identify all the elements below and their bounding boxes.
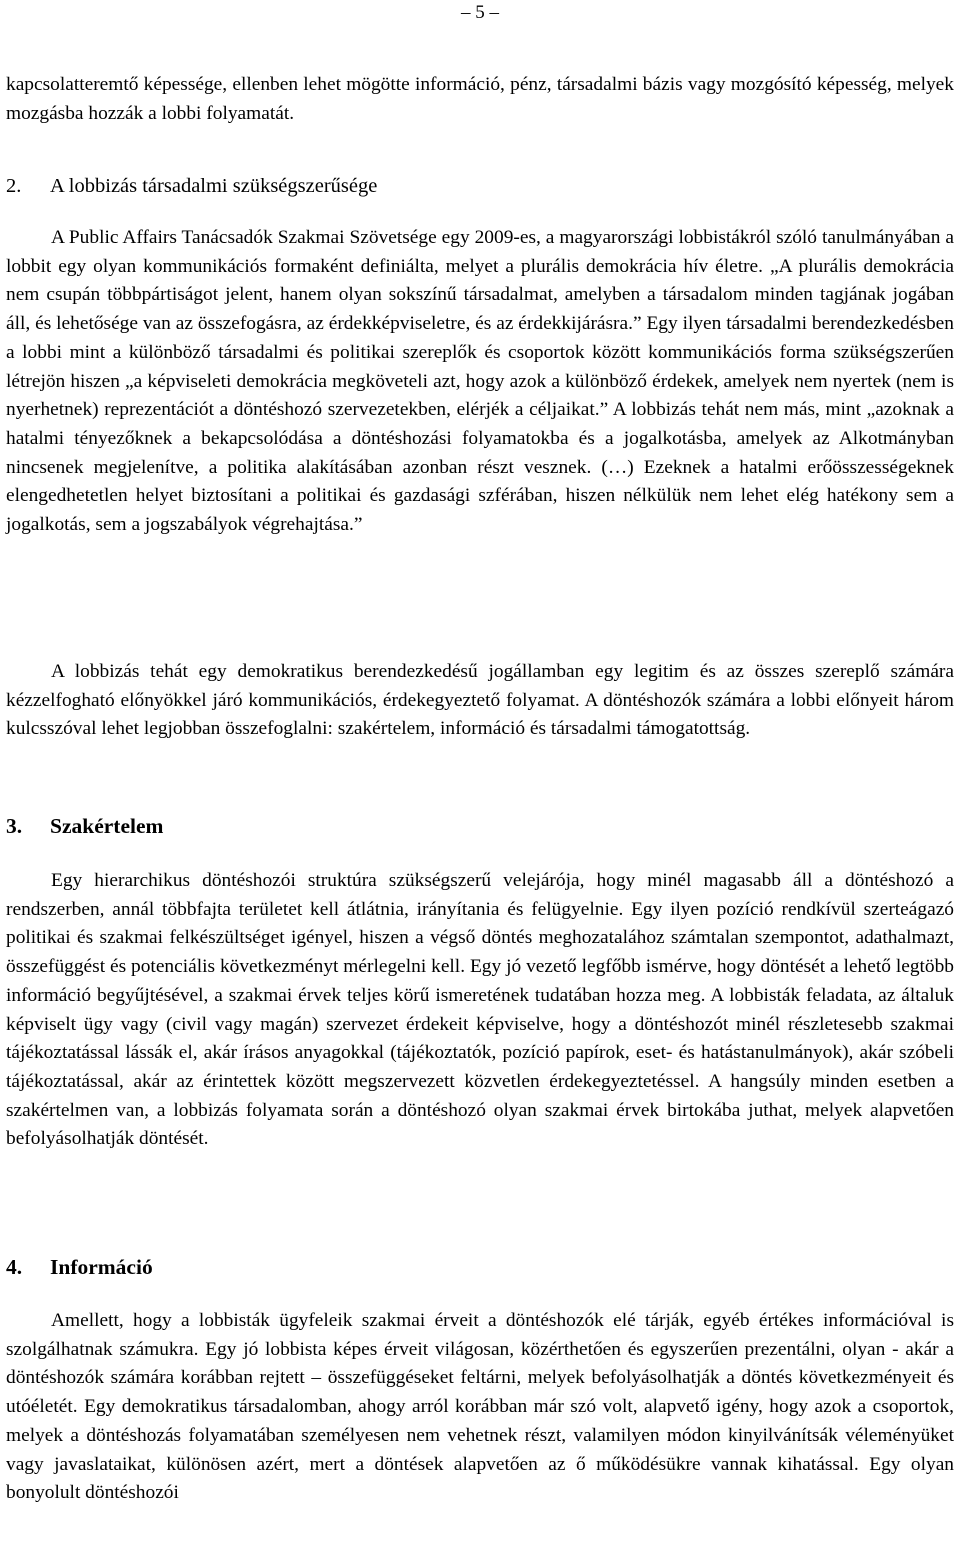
section-body-lobbying-summary bbox=[6, 658, 954, 744]
section-body-expertise bbox=[6, 867, 954, 1154]
lead-paragraph: kapcsolatteremtő képessége, ellenben lehet mögötte információ, pénz, társadalmi bázis vagy mozgósító képesség, melyek mozgásba hozzák a lobbi folyamatát. bbox=[6, 74, 954, 124]
section-number: 2. bbox=[6, 175, 22, 197]
paragraph: A Public Affairs Tanácsadók Szakmai Szövetsége egy 2009-es, a magyarországi lobbistákról szóló tanulmányában a lobbit egy olyan kommunikációs formaként definiálta, melyet a plurális demokrácia hív életre. „A plurális demokrácia nem csupán többpártiságot jelent, hanem olyan sokszínű társadalmat, amelyben a társadalom minden tagjának jogában áll, és lehetősége van az összefogásra, az érdekképviseletre, és az érdekkijárásra.” Egy ilyen társadalmi berendezkedésben a lobbi mint a különböző társadalmi és politikai szereplők és csoportok között kommunikációs forma szükségszerűen létrejön hiszen „a képviseleti demokrácia megköveteli azt, hogy azok a különböző érdekek, amelyek nem nyertek (nem is nyerhetnek) reprezentációt a döntéshozó szervezetekben, elérjék a céljaikat.” A lobbizás tehát nem más, mint „azoknak a hatalmi tényezőknek a bekapcsolódása a döntéshozási folyamatokba és a jogalkotásba, amelyek az Alkotmányban nincsenek megjelenítve, a politika alakításában azonban részt vesznek. (…) Ezeknek a hatalmi erőösszességeknek elengedhetetlen helyet biztosítani a politikai és gazdasági szférában, hiszen nélkülük nem lehet elég hatékony sem a jogalkotás, sem a jogszabályok végrehajtása.” bbox=[6, 227, 954, 536]
paragraph: Amellett, hogy a lobbisták ügyfeleik szakmai érveit a döntéshozók elé tárják, egyéb értékes információval is szolgálhatnak számukra. Egy jó lobbista képes érveit világosan, közérthetően és egyszerűen prezentálni, olyan - akár a döntéshozók számára korábban rejtett – összefüggéseket feltárni, melyek befolyásolhatják a döntés következményeit és utóéletét. Egy demokratikus társadalomban, ahogy arról korábban már szó volt, alapvető igény, hogy azok a csoportok, melyek a döntéshozás folyamatában személyesen nem vehetnek részt, valamilyen módon kinyilvánítsák véleményüket vagy javaslataikat, különösen azért, mert a döntések alapvetően az ő működésükre vannak kihatással. Egy olyan bonyolult döntéshozói bbox=[6, 1310, 954, 1504]
section-body-information bbox=[6, 1307, 954, 1508]
section-title: Információ bbox=[50, 1255, 153, 1279]
section-heading-expertise bbox=[6, 812, 163, 840]
section-heading-lobbying-necessity bbox=[6, 172, 377, 200]
section-body-lobbying-necessity bbox=[6, 224, 954, 540]
paragraph: Egy hierarchikus döntéshozói struktúra szükségszerű velejárója, hogy minél magasabb áll a döntéshozó a rendszerben, annál többfajta területet kell átlátnia, irányítania és felügyelnie. Egy ilyen pozíció rendkívül szerteágazó politikai és szakmai felkészültséget igényel, hiszen a végső döntés meghozatalához számtalan szempontot, adathalmazt, összefüggést és potenciális következményt mérlegelni kell. Egy jó vezető legfőbb ismérve, hogy döntését a lehető legtöbb információ begyűjtésével, a szakmai érvek teljes körű ismeretének tudatában hozza meg. A lobbisták feladata, az általuk képviselt ügy vagy (civil vagy magán) szervezet érdekeit képviselve, hogy a döntéshozót minél részletesebb szakmai tájékoztatással lássák el, akár írásos anyagokkal (tájékoztatók, pozíció papírok, eset- és hatástanulmányok), akár szóbeli tájékoztatással, akár az érintettek között megszervezett közvetlen érdekegyeztetéssel. A hangsúly minden esetben a szakértelmen van, a lobbizás folyamata során a döntéshozó olyan szakmai érvek birtokába juthat, melyek alapvetően befolyásolhatják döntését. bbox=[6, 870, 954, 1150]
page-number: – 5 – bbox=[461, 2, 499, 23]
section-title: A lobbizás társadalmi szükségszerűsége bbox=[50, 175, 378, 197]
section-number: 4. bbox=[6, 1255, 23, 1279]
paragraph: A lobbizás tehát egy demokratikus berendezkedésű jogállamban egy legitim és az összes szereplő számára kézzelfogható előnyökkel járó kommunikációs, érdekegyeztető folyamat. A döntéshozók számára a lobbi előnyeit három kulcsszóval lehet legjobban összefoglalni: szakértelem, információ és társadalmi támogatottság. bbox=[6, 661, 954, 740]
section-title: Szakértelem bbox=[50, 814, 164, 838]
section-number: 3. bbox=[6, 814, 23, 838]
section-heading-information bbox=[6, 1253, 153, 1281]
